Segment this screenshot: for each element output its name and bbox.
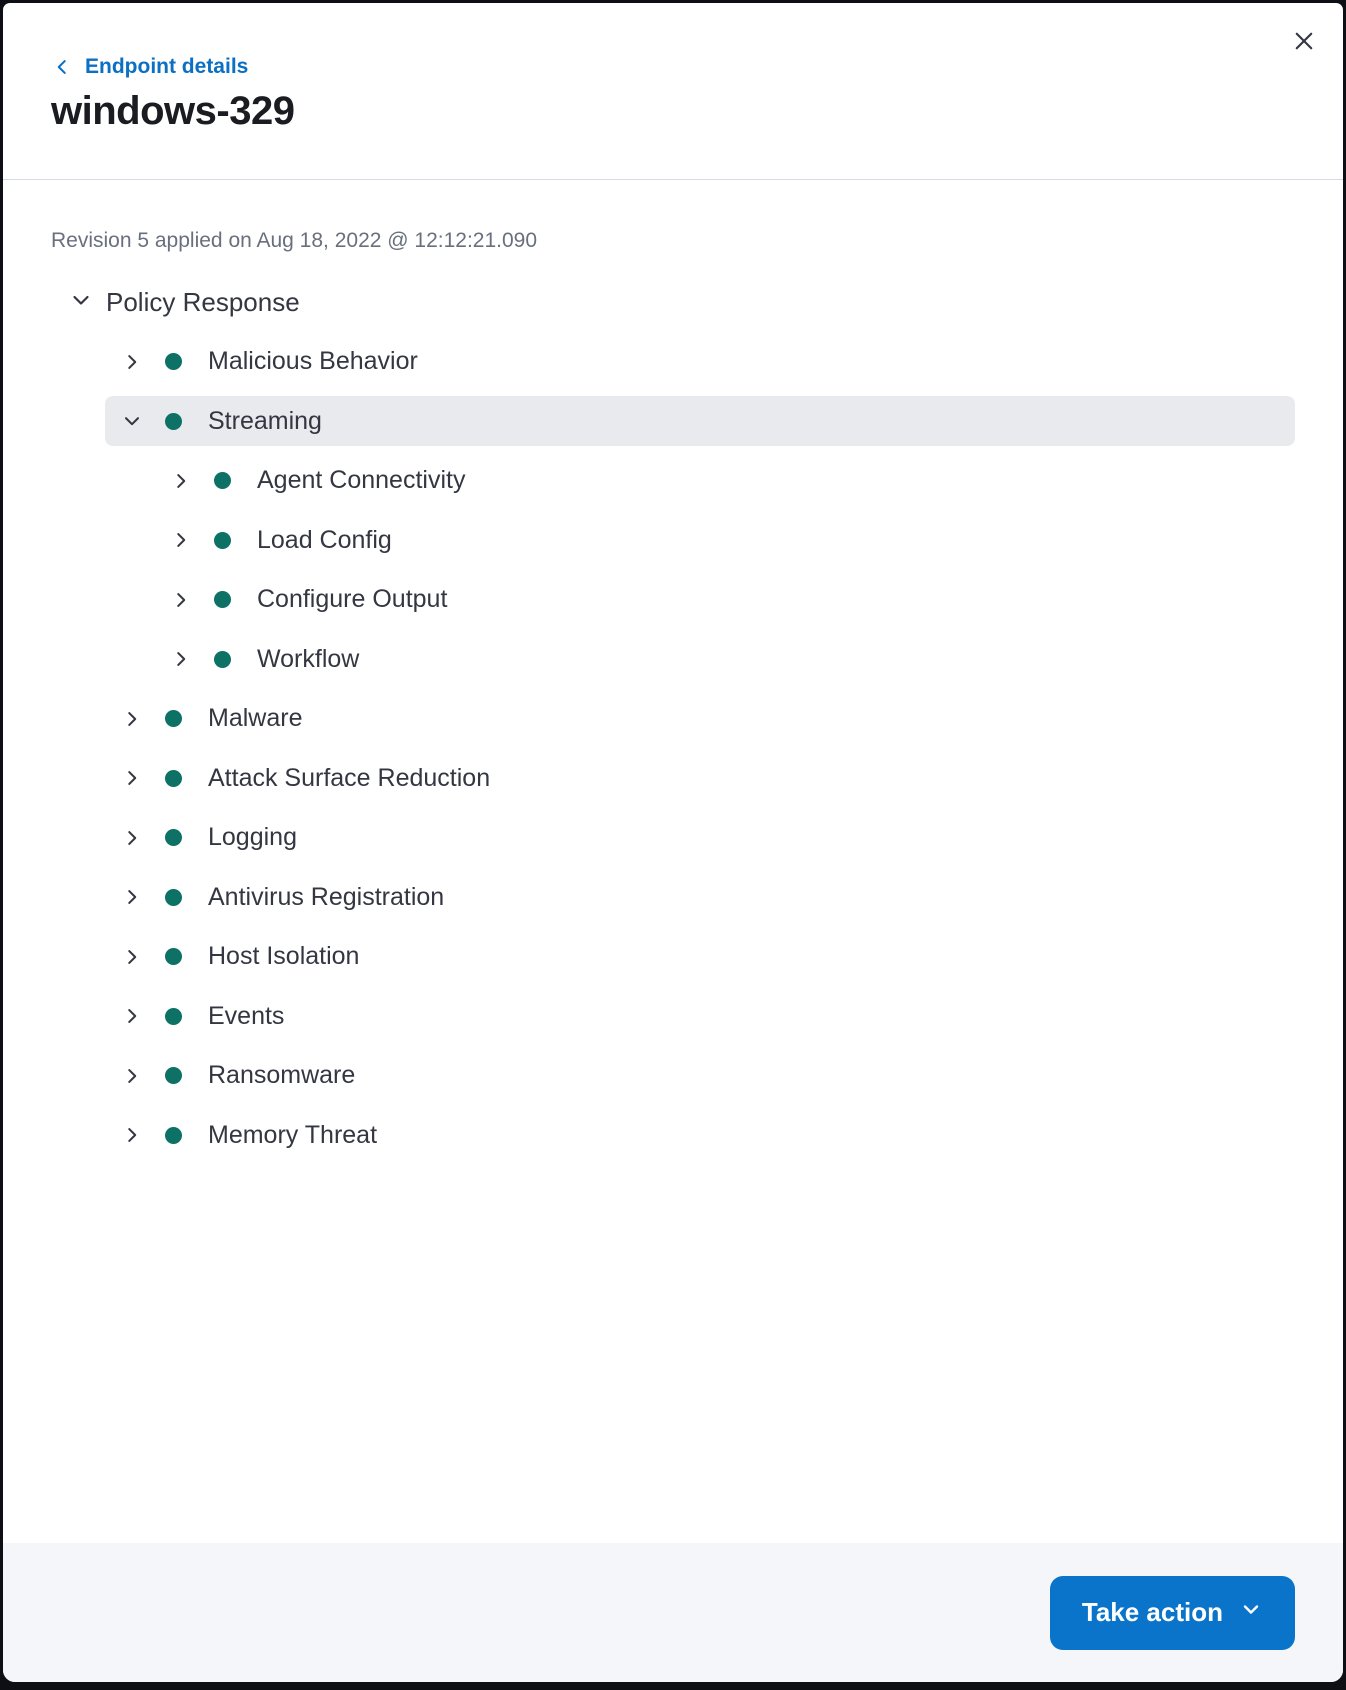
status-dot-icon [165, 770, 182, 787]
back-button[interactable] [51, 55, 248, 79]
status-dot-icon [214, 591, 231, 608]
chevron-right-icon[interactable] [121, 1124, 143, 1146]
chevron-right-icon[interactable] [121, 351, 143, 373]
endpoint-details-flyout [3, 3, 1343, 1682]
back-link-label: Endpoint details [85, 55, 249, 78]
tree-item-label: Malware [208, 704, 303, 732]
status-dot-icon [165, 413, 182, 430]
chevron-right-icon[interactable] [170, 470, 192, 492]
tree-item-label: Malicious Behavior [208, 347, 418, 375]
tree-item-label: Logging [208, 823, 297, 851]
tree-item-label: Configure Output [257, 585, 448, 613]
tree-item-label: Workflow [257, 644, 360, 673]
status-dot-icon [165, 889, 182, 906]
close-button[interactable] [1287, 25, 1321, 59]
tree-item-label: Antivirus Registration [208, 882, 445, 911]
tree-item-label: Ransomware [208, 1061, 356, 1089]
flyout-header [3, 3, 1343, 180]
tree-item-label: Host Isolation [208, 942, 360, 970]
tree-item-host-isolation[interactable] [105, 932, 1295, 982]
close-icon [1289, 26, 1319, 59]
status-dot-icon [165, 1127, 182, 1144]
tree-item-ransomware[interactable] [105, 1051, 1295, 1101]
policy-response-tree [105, 337, 1295, 1161]
take-action-button[interactable] [1050, 1576, 1295, 1650]
tree-item-events[interactable] [105, 991, 1295, 1041]
status-dot-icon [165, 948, 182, 965]
tree-item-configure-output[interactable] [105, 575, 1295, 625]
tree-item-load-config[interactable] [105, 515, 1295, 565]
chevron-right-icon[interactable] [170, 589, 192, 611]
accordion-label: Policy Response [106, 286, 300, 317]
tree-item-malware[interactable] [105, 694, 1295, 744]
status-dot-icon [165, 1067, 182, 1084]
tree-item-memory-threat[interactable] [105, 1110, 1295, 1160]
chevron-right-icon[interactable] [170, 648, 192, 670]
policy-response-accordion-toggle[interactable] [69, 288, 300, 316]
status-dot-icon [165, 829, 182, 846]
status-dot-icon [214, 651, 231, 668]
chevron-right-icon[interactable] [121, 1005, 143, 1027]
tree-item-logging[interactable] [105, 813, 1295, 863]
tree-item-label: Agent Connectivity [257, 466, 466, 494]
page-title: windows-329 [51, 89, 295, 133]
tree-item-label: Load Config [257, 525, 392, 554]
chevron-down-icon[interactable] [121, 410, 143, 432]
chevron-right-icon[interactable] [121, 886, 143, 908]
tree-item-label: Attack Surface Reduction [208, 763, 491, 792]
flyout-footer [3, 1543, 1343, 1682]
flyout-body [3, 180, 1343, 1543]
chevron-right-icon[interactable] [121, 708, 143, 730]
chevron-right-icon[interactable] [170, 529, 192, 551]
status-dot-icon [165, 710, 182, 727]
tree-item-label: Events [208, 1001, 285, 1030]
status-dot-icon [214, 472, 231, 489]
tree-item-streaming[interactable] [105, 396, 1295, 446]
tree-item-malicious-behavior[interactable] [105, 337, 1295, 387]
tree-item-label: Memory Threat [208, 1120, 378, 1149]
take-action-label: Take action [1081, 1597, 1223, 1627]
tree-item-antivirus-registration[interactable] [105, 872, 1295, 922]
chevron-right-icon[interactable] [121, 767, 143, 789]
chevron-left-icon [51, 56, 73, 78]
status-dot-icon [214, 532, 231, 549]
tree-item-workflow[interactable] [105, 634, 1295, 684]
chevron-right-icon[interactable] [121, 827, 143, 849]
status-dot-icon [165, 353, 182, 370]
status-dot-icon [165, 1008, 182, 1025]
tree-item-label: Streaming [208, 406, 322, 435]
revision-text: Revision 5 applied on Aug 18, 2022 @ 12:12:21.090 [51, 229, 538, 252]
chevron-right-icon[interactable] [121, 946, 143, 968]
tree-item-agent-connectivity[interactable] [105, 456, 1295, 506]
tree-item-attack-surface-reduction[interactable] [105, 753, 1295, 803]
chevron-down-icon [69, 288, 93, 317]
chevron-down-icon [1239, 1597, 1263, 1628]
chevron-right-icon[interactable] [121, 1065, 143, 1087]
